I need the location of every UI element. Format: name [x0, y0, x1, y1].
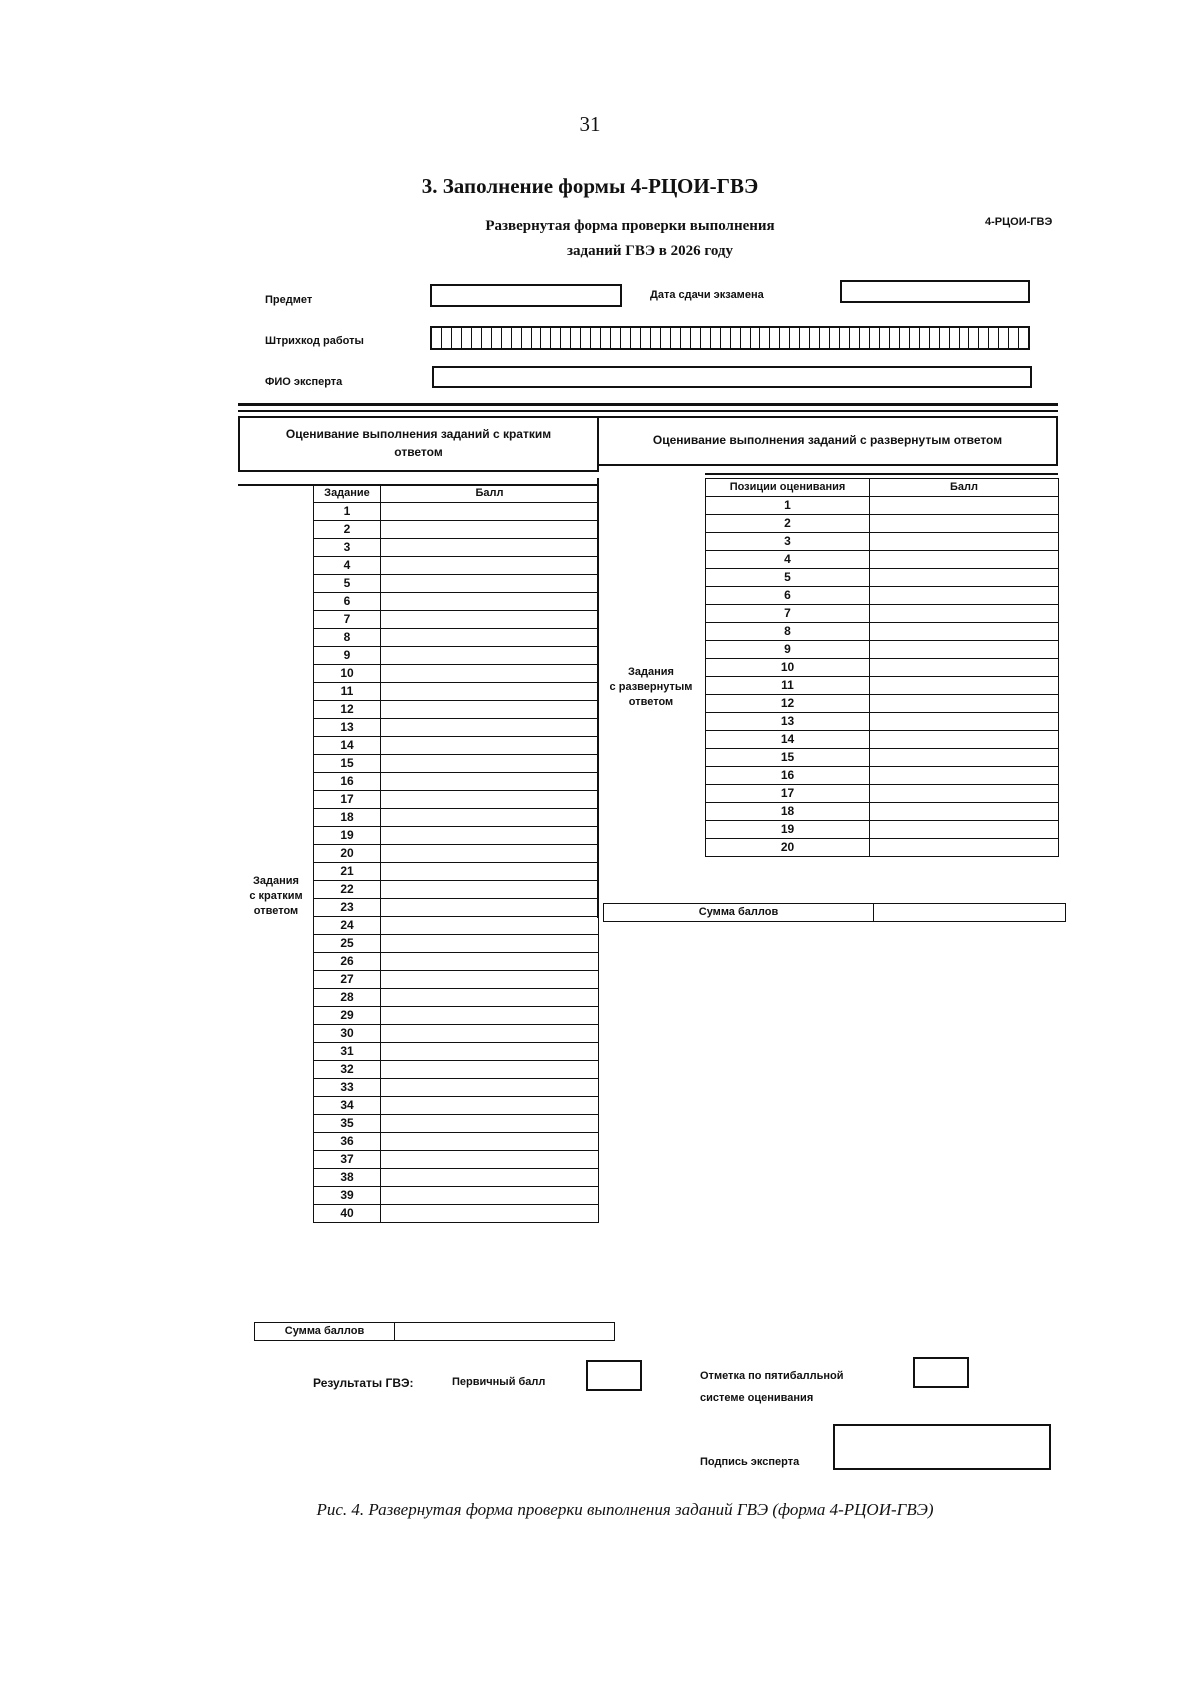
separator-line	[705, 473, 1058, 475]
score-cell[interactable]	[381, 989, 599, 1007]
score-cell[interactable]	[381, 1043, 599, 1061]
position-number: 12	[706, 695, 870, 713]
table-row	[314, 1025, 599, 1043]
table-row	[706, 785, 1059, 803]
position-number: 4	[706, 551, 870, 569]
primary-score-label: Первичный балл	[452, 1376, 546, 1388]
table-row	[314, 683, 599, 701]
table-row	[706, 803, 1059, 821]
score-cell[interactable]	[870, 623, 1059, 641]
task-number: 29	[314, 1007, 381, 1025]
expert-name-field[interactable]	[432, 366, 1032, 388]
task-number: 40	[314, 1205, 381, 1223]
task-number: 7	[314, 611, 381, 629]
section-heading: 3. Заполнение формы 4-РЦОИ-ГВЭ	[421, 174, 759, 198]
position-number: 1	[706, 497, 870, 515]
table-row	[314, 791, 599, 809]
table-row	[706, 713, 1059, 731]
table-row	[314, 1097, 599, 1115]
position-number: 3	[706, 533, 870, 551]
score-cell[interactable]	[381, 665, 599, 683]
score-cell[interactable]	[381, 971, 599, 989]
position-number: 19	[706, 821, 870, 839]
table-row	[314, 845, 599, 863]
position-number: 11	[706, 677, 870, 695]
table-row	[706, 587, 1059, 605]
long-answer-sum-row	[604, 904, 1066, 922]
table-row	[314, 953, 599, 971]
score-cell[interactable]	[381, 1187, 599, 1205]
position-number: 6	[706, 587, 870, 605]
table-row	[314, 1151, 599, 1169]
score-cell[interactable]	[381, 647, 599, 665]
task-number: 9	[314, 647, 381, 665]
short-answer-sum-table	[254, 1322, 615, 1341]
task-number: 14	[314, 737, 381, 755]
grade-label-line2: системе оценивания	[700, 1392, 814, 1404]
signature-label: Подпись эксперта	[700, 1456, 800, 1468]
table-row	[314, 1115, 599, 1133]
table-row	[314, 629, 599, 647]
barcode-label: Штрихкод работы	[265, 335, 364, 347]
score-cell[interactable]	[870, 587, 1059, 605]
expert-name-label: ФИО эксперта	[265, 376, 343, 388]
table-row	[314, 701, 599, 719]
table-row	[314, 1007, 599, 1025]
table-row	[314, 1079, 599, 1097]
table-row	[314, 1061, 599, 1079]
score-cell[interactable]	[381, 503, 599, 521]
score-cell[interactable]	[870, 731, 1059, 749]
barcode-field[interactable]	[430, 326, 1030, 350]
task-number: 34	[314, 1097, 381, 1115]
primary-score-field[interactable]	[586, 1360, 642, 1391]
score-cell[interactable]	[870, 821, 1059, 839]
score-cell[interactable]	[870, 839, 1059, 857]
table-row	[314, 557, 599, 575]
score-cell[interactable]	[870, 749, 1059, 767]
score-cell[interactable]	[870, 785, 1059, 803]
table-row	[314, 719, 599, 737]
table-row	[314, 989, 599, 1007]
table-row	[314, 773, 599, 791]
score-cell[interactable]	[870, 605, 1059, 623]
task-number: 38	[314, 1169, 381, 1187]
position-number: 14	[706, 731, 870, 749]
score-cell[interactable]	[870, 803, 1059, 821]
score-cell[interactable]	[381, 899, 599, 917]
task-number: 8	[314, 629, 381, 647]
score-cell[interactable]	[870, 677, 1059, 695]
table-row	[706, 515, 1059, 533]
score-cell[interactable]	[381, 1079, 599, 1097]
table-row	[314, 755, 599, 773]
figure-caption: Рис. 4. Развернутая форма проверки выполнения заданий ГВЭ (форма 4-РЦОИ-ГВЭ)	[316, 1500, 934, 1519]
short-answer-table	[313, 484, 599, 1223]
position-number: 10	[706, 659, 870, 677]
task-number: 27	[314, 971, 381, 989]
table-row	[706, 641, 1059, 659]
position-number: 18	[706, 803, 870, 821]
task-number: 23	[314, 899, 381, 917]
table-row	[314, 1169, 599, 1187]
position-number: 9	[706, 641, 870, 659]
long-table-header-row	[706, 479, 1059, 497]
table-row	[314, 1187, 599, 1205]
table-row	[314, 521, 599, 539]
short-table-header-row	[314, 485, 599, 503]
form-code: 4-РЦОИ-ГВЭ	[985, 216, 1053, 228]
table-row	[706, 533, 1059, 551]
task-number: 3	[314, 539, 381, 557]
position-number: 16	[706, 767, 870, 785]
score-cell[interactable]	[381, 683, 599, 701]
position-number: 13	[706, 713, 870, 731]
position-number: 7	[706, 605, 870, 623]
task-number: 25	[314, 935, 381, 953]
score-cell[interactable]	[381, 809, 599, 827]
short-col-score-header: Балл	[381, 485, 599, 503]
short-col-task-header: Задание	[314, 485, 381, 503]
table-row	[314, 863, 599, 881]
table-row	[314, 737, 599, 755]
score-cell[interactable]	[381, 827, 599, 845]
table-row	[314, 935, 599, 953]
subject-field[interactable]	[430, 284, 622, 307]
table-row	[706, 839, 1059, 857]
task-number: 13	[314, 719, 381, 737]
long-answer-side-label: Задания с развернутым ответом	[609, 666, 693, 708]
table-row	[706, 551, 1059, 569]
score-cell[interactable]	[381, 917, 599, 935]
score-cell[interactable]	[381, 1007, 599, 1025]
score-cell[interactable]	[381, 521, 599, 539]
long-side-column-border	[597, 478, 599, 918]
separator-line	[238, 410, 1058, 412]
score-cell[interactable]	[381, 701, 599, 719]
task-number: 5	[314, 575, 381, 593]
table-row	[314, 1133, 599, 1151]
score-cell[interactable]	[381, 575, 599, 593]
task-number: 6	[314, 593, 381, 611]
position-number: 5	[706, 569, 870, 587]
score-cell[interactable]	[381, 1115, 599, 1133]
table-row	[314, 809, 599, 827]
short-answer-side-label: Задания с кратким ответом	[249, 875, 303, 917]
table-row	[314, 881, 599, 899]
table-row	[706, 605, 1059, 623]
score-cell[interactable]	[381, 1151, 599, 1169]
table-row	[314, 1043, 599, 1061]
table-row	[706, 659, 1059, 677]
task-number: 16	[314, 773, 381, 791]
score-cell[interactable]	[381, 773, 599, 791]
long-sum-label: Сумма баллов	[604, 904, 874, 922]
score-cell[interactable]	[381, 611, 599, 629]
task-number: 31	[314, 1043, 381, 1061]
score-cell[interactable]	[381, 539, 599, 557]
task-number: 24	[314, 917, 381, 935]
task-number: 15	[314, 755, 381, 773]
table-row	[314, 503, 599, 521]
table-row	[706, 731, 1059, 749]
exam-date-label: Дата сдачи экзамена	[650, 289, 764, 301]
signature-field[interactable]	[833, 1424, 1051, 1470]
task-number: 1	[314, 503, 381, 521]
score-cell[interactable]	[870, 497, 1059, 515]
short-section-title-line1: Оценивание выполнения заданий с кратким	[285, 427, 552, 441]
score-cell[interactable]	[381, 629, 599, 647]
short-sum-label: Сумма баллов	[255, 1323, 395, 1341]
task-number: 33	[314, 1079, 381, 1097]
grade-field[interactable]	[913, 1357, 969, 1388]
table-row	[706, 767, 1059, 785]
separator-line	[238, 403, 1058, 406]
table-row	[314, 575, 599, 593]
score-cell[interactable]	[381, 755, 599, 773]
task-number: 12	[314, 701, 381, 719]
form-title-line1: Развернутая форма проверки выполнения	[485, 218, 775, 234]
score-cell[interactable]	[381, 1205, 599, 1223]
task-number: 18	[314, 809, 381, 827]
score-cell[interactable]	[870, 551, 1059, 569]
long-col-score-header: Балл	[870, 479, 1059, 497]
table-row	[314, 971, 599, 989]
score-cell[interactable]	[381, 791, 599, 809]
task-number: 37	[314, 1151, 381, 1169]
score-cell[interactable]	[381, 1061, 599, 1079]
short-section-title-line2: ответом	[394, 445, 443, 459]
table-row	[314, 1205, 599, 1223]
score-cell[interactable]	[381, 593, 599, 611]
task-number: 39	[314, 1187, 381, 1205]
task-number: 35	[314, 1115, 381, 1133]
task-number: 26	[314, 953, 381, 971]
score-cell[interactable]	[381, 1133, 599, 1151]
short-answer-section-header	[238, 416, 599, 472]
table-row	[706, 623, 1059, 641]
score-cell[interactable]	[381, 737, 599, 755]
table-row	[314, 539, 599, 557]
grade-label-line1: Отметка по пятибалльной	[700, 1370, 844, 1382]
score-cell[interactable]	[381, 845, 599, 863]
table-row	[706, 695, 1059, 713]
score-cell[interactable]	[870, 641, 1059, 659]
position-number: 2	[706, 515, 870, 533]
position-number: 20	[706, 839, 870, 857]
score-cell[interactable]	[381, 953, 599, 971]
task-number: 30	[314, 1025, 381, 1043]
score-cell[interactable]	[381, 1097, 599, 1115]
long-answer-sum-table	[603, 903, 1066, 922]
score-cell[interactable]	[870, 659, 1059, 677]
score-cell[interactable]	[381, 935, 599, 953]
exam-date-field[interactable]	[840, 280, 1030, 303]
subject-label: Предмет	[265, 294, 313, 306]
form-title-line2: заданий ГВЭ в 2026 году	[567, 243, 733, 259]
score-cell[interactable]	[381, 1025, 599, 1043]
score-cell[interactable]	[381, 719, 599, 737]
table-row	[314, 611, 599, 629]
score-cell[interactable]	[381, 863, 599, 881]
position-number: 17	[706, 785, 870, 803]
table-row	[314, 665, 599, 683]
task-number: 32	[314, 1061, 381, 1079]
task-number: 2	[314, 521, 381, 539]
score-cell[interactable]	[870, 569, 1059, 587]
long-answer-section-header	[597, 416, 1058, 466]
score-cell[interactable]	[381, 557, 599, 575]
table-row	[706, 821, 1059, 839]
task-number: 10	[314, 665, 381, 683]
table-row	[314, 899, 599, 917]
table-row	[314, 917, 599, 935]
table-row	[706, 677, 1059, 695]
score-cell[interactable]	[870, 767, 1059, 785]
score-cell[interactable]	[870, 515, 1059, 533]
task-number: 19	[314, 827, 381, 845]
table-row	[706, 749, 1059, 767]
short-sum-cell[interactable]	[395, 1323, 615, 1341]
score-cell[interactable]	[381, 881, 599, 899]
task-number: 20	[314, 845, 381, 863]
long-answer-table	[705, 478, 1059, 857]
task-number: 36	[314, 1133, 381, 1151]
table-row	[314, 593, 599, 611]
long-sum-cell[interactable]	[874, 904, 1066, 922]
position-number: 8	[706, 623, 870, 641]
position-number: 15	[706, 749, 870, 767]
page-number: 31	[579, 112, 601, 136]
task-number: 21	[314, 863, 381, 881]
short-answer-sum-row	[255, 1323, 615, 1341]
table-row	[706, 497, 1059, 515]
table-row	[314, 647, 599, 665]
long-col-position-header: Позиции оценивания	[706, 479, 870, 497]
score-cell[interactable]	[870, 695, 1059, 713]
task-number: 28	[314, 989, 381, 1007]
task-number: 4	[314, 557, 381, 575]
score-cell[interactable]	[870, 713, 1059, 731]
score-cell[interactable]	[381, 1169, 599, 1187]
task-number: 22	[314, 881, 381, 899]
task-number: 17	[314, 791, 381, 809]
table-row	[314, 827, 599, 845]
long-section-title: Оценивание выполнения заданий с развернутым ответом	[652, 433, 1003, 447]
task-number: 11	[314, 683, 381, 701]
table-row	[706, 569, 1059, 587]
results-label: Результаты ГВЭ:	[313, 1376, 414, 1390]
score-cell[interactable]	[870, 533, 1059, 551]
